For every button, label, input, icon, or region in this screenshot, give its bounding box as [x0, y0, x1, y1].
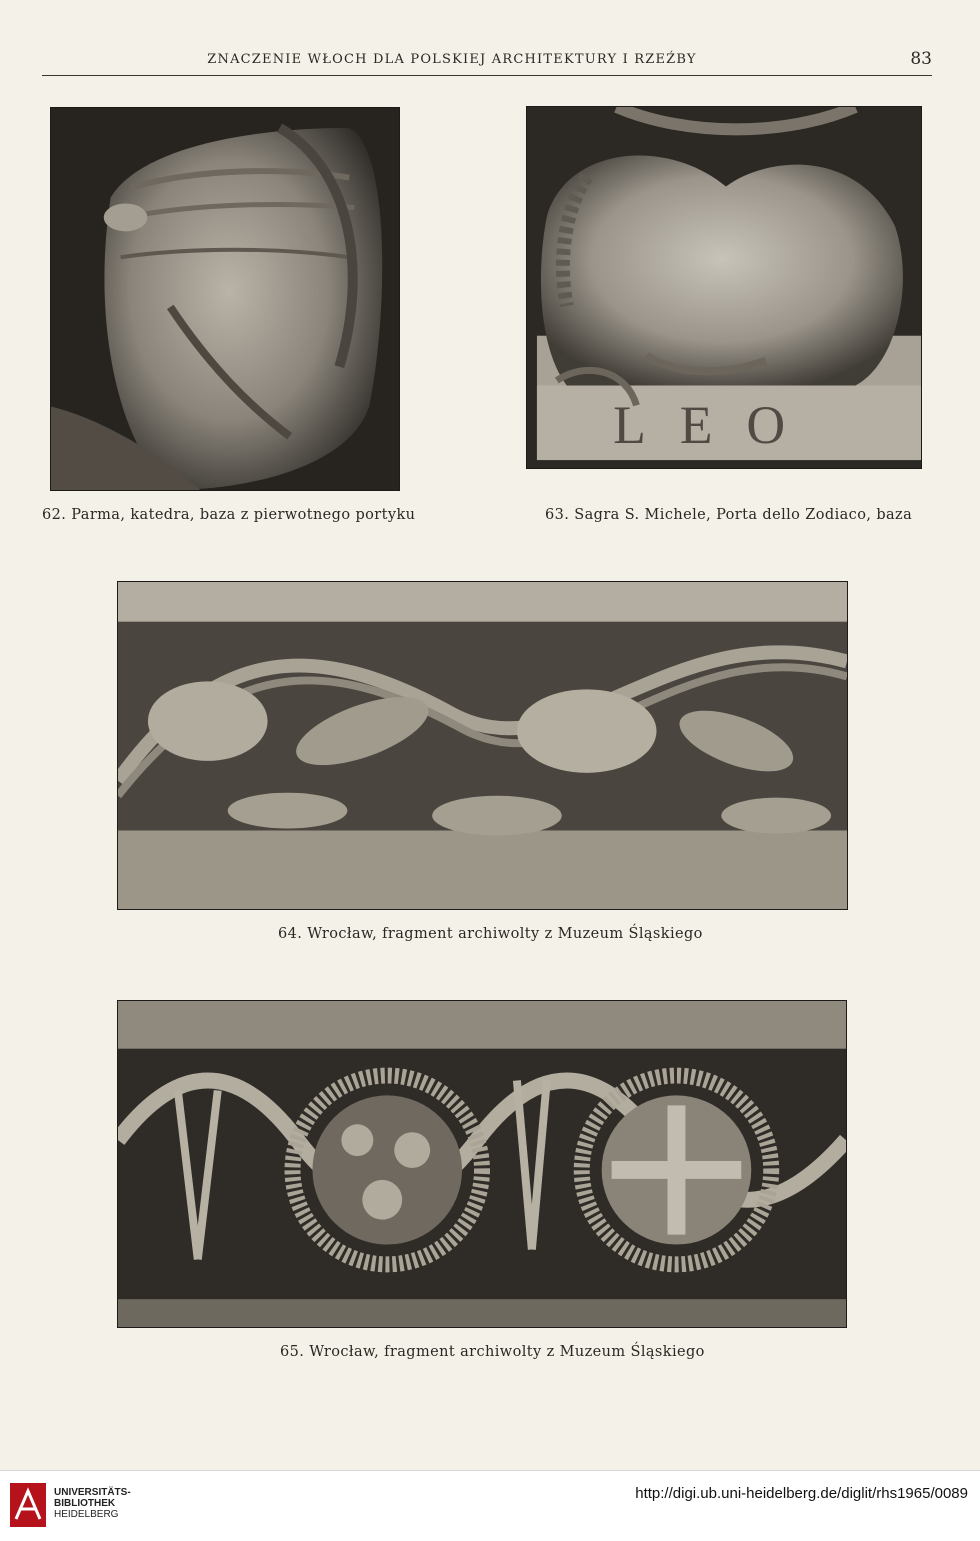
- library-logo-text: [54, 1487, 131, 1520]
- figure-65-caption: 65. Wrocław, fragment archiwolty z Muzeum Śląskiego: [280, 1344, 705, 1360]
- permalink-url[interactable]: http://digi.ub.uni-heidelberg.de/diglit/rhs1965/0089: [635, 1485, 968, 1502]
- figure-63-caption: 63. Sagra S. Michele, Porta dello Zodiaco, baza: [545, 507, 913, 523]
- figure-64-caption: 64. Wrocław, fragment archiwolty z Muzeum Śląskiego: [278, 926, 703, 942]
- figure-62-photo: [50, 107, 400, 491]
- figure-65-photo: [117, 1000, 847, 1328]
- library-logo-icon: [10, 1483, 46, 1527]
- page-header: [42, 50, 932, 76]
- logo-line-3: HEIDELBERG: [54, 1509, 119, 1520]
- digital-library-footer: [0, 1470, 980, 1541]
- leo-inscription: LEO: [613, 395, 819, 456]
- figure-63-photo: [526, 106, 922, 469]
- logo-line-1: UNIVERSITÄTS-: [54, 1487, 131, 1498]
- logo-line-2: BIBLIOTHEK: [54, 1498, 116, 1509]
- figure-62-caption: 62. Parma, katedra, baza z pierwotnego portyku: [42, 507, 416, 523]
- running-title: ZNACZENIE WŁOCH DLA POLSKIEJ ARCHITEKTURY I RZEŹBY: [207, 52, 697, 67]
- figure-64-photo: [117, 581, 848, 910]
- page-number: 83: [910, 49, 932, 69]
